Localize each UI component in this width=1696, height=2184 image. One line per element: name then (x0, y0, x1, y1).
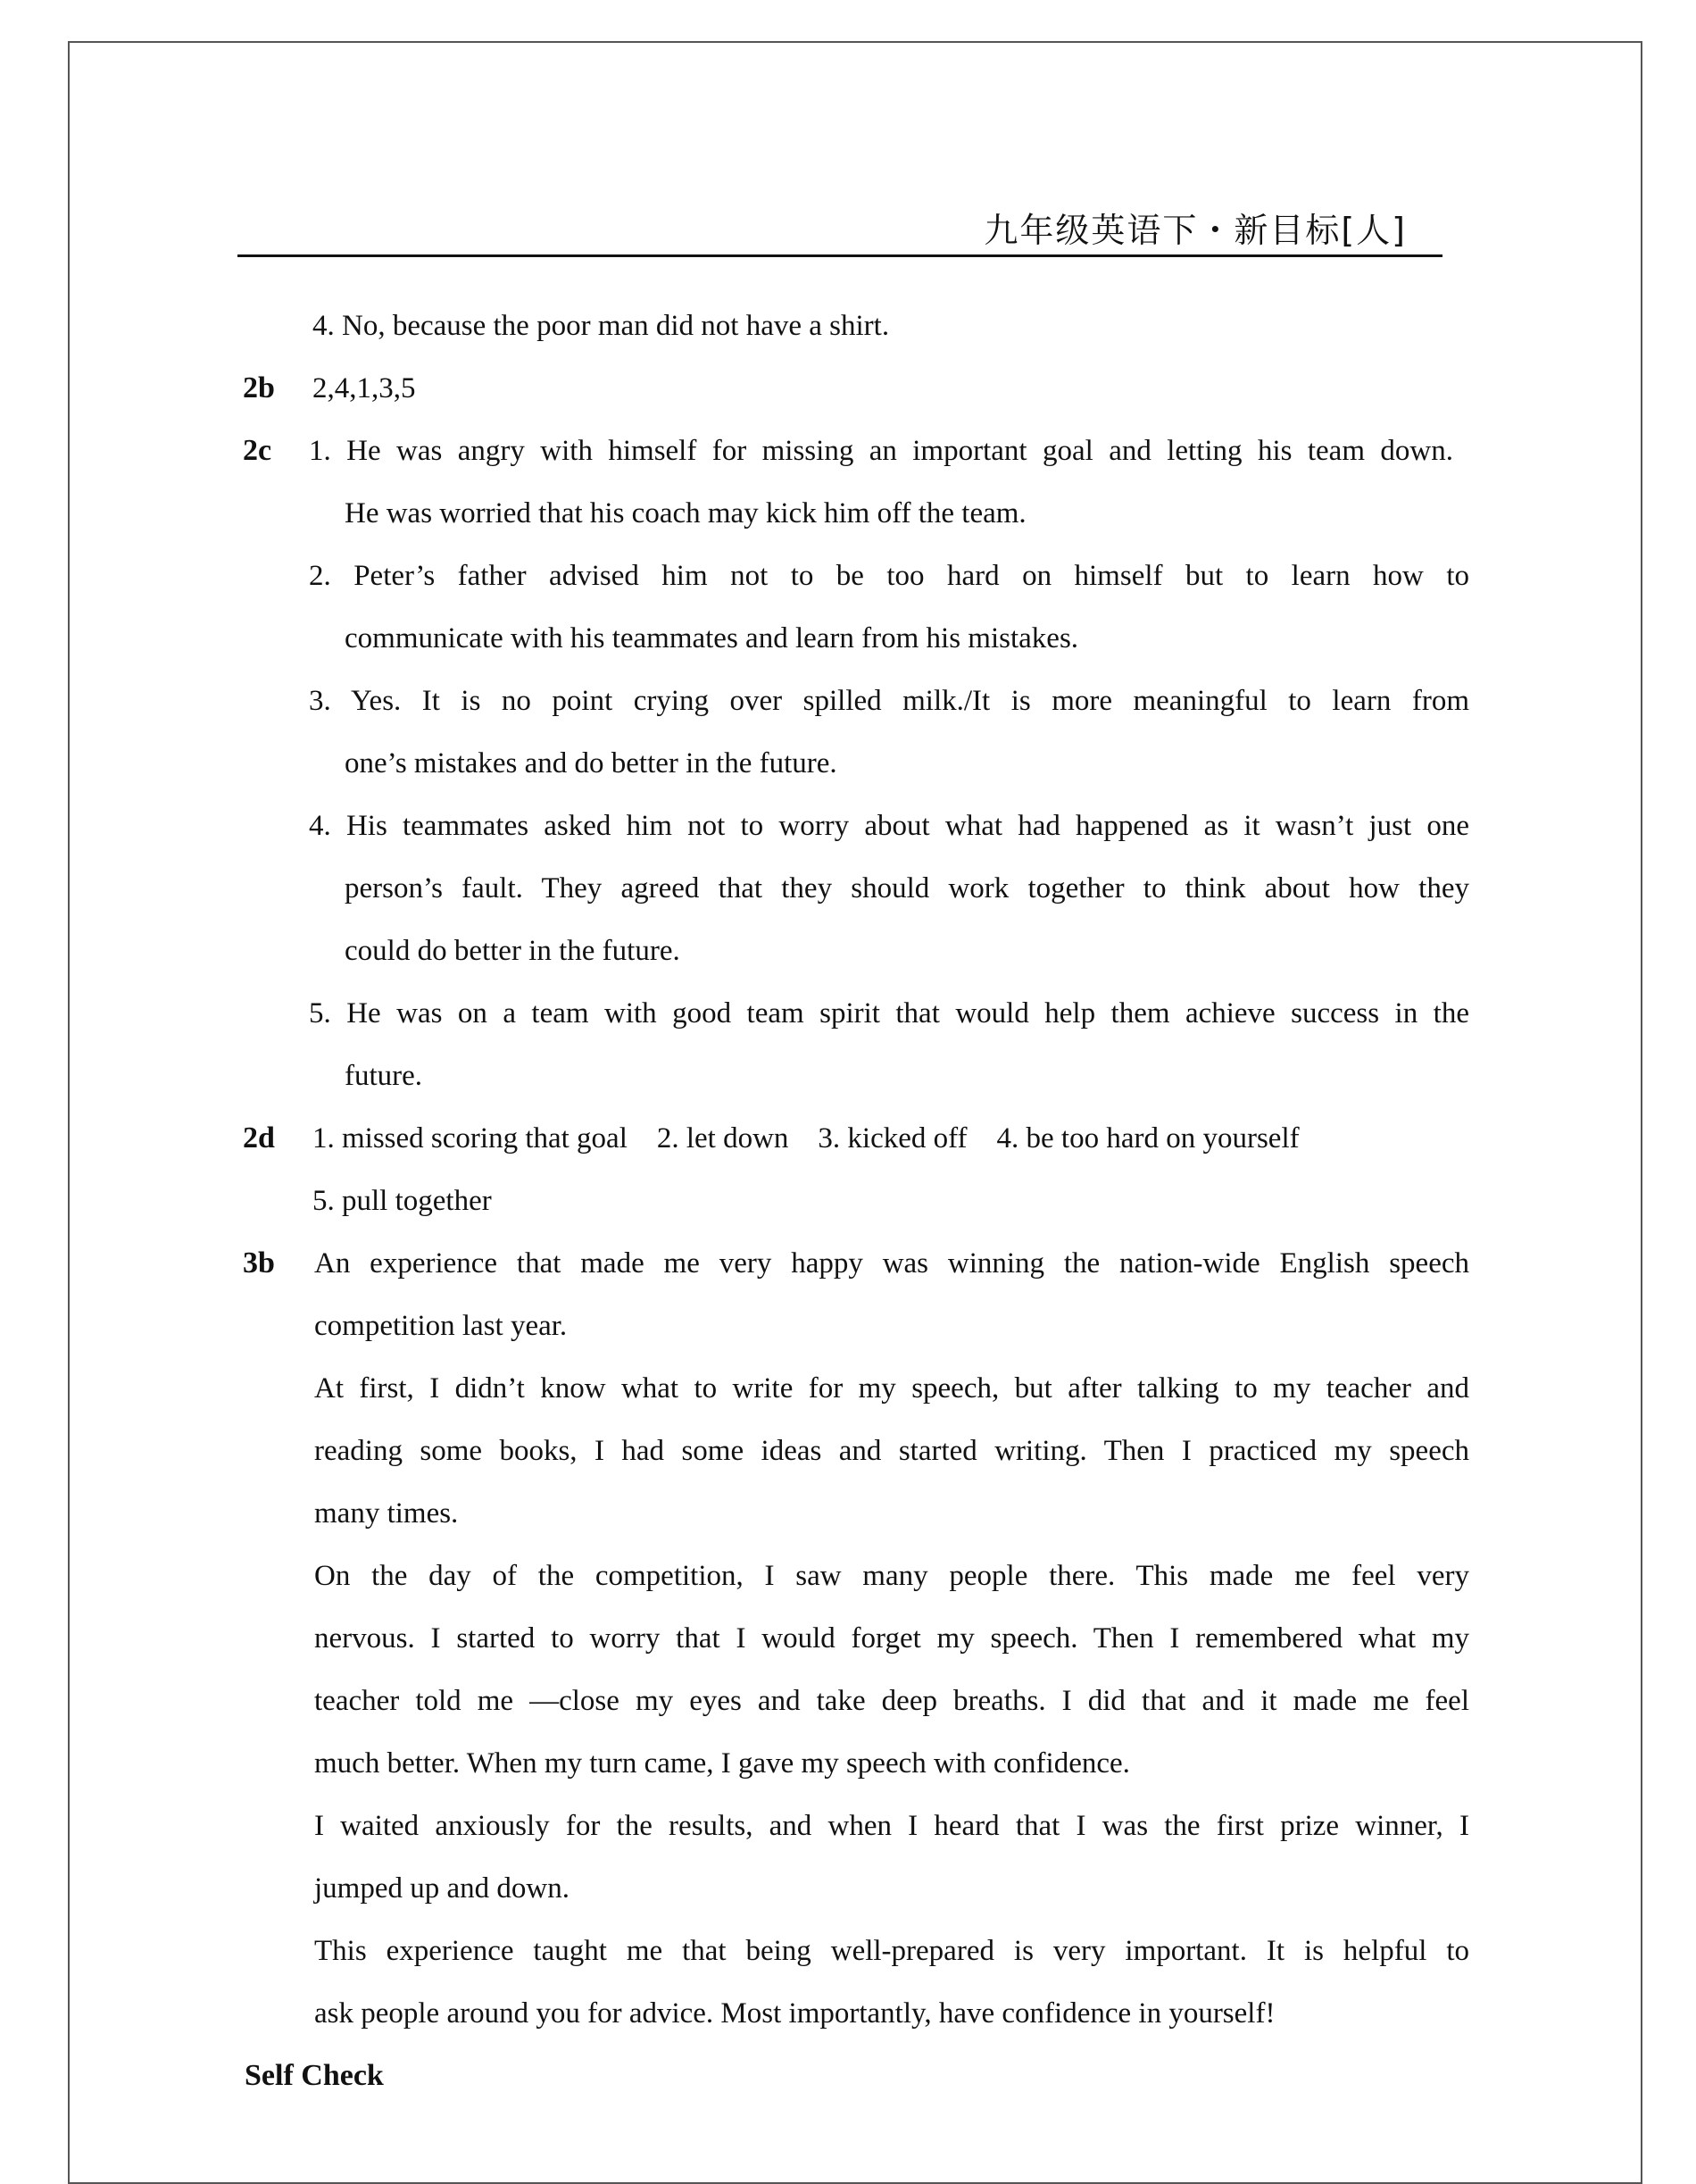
answer-line: 1. He was angry with himself for missing an important goal and letting his team down. (309, 435, 1453, 467)
answer-line: 5. He was on a team with good team spirit that would help them achieve success in the (309, 997, 1469, 1029)
essay-line: nervous. I started to worry that I would forget my speech. Then I remembered what my (314, 1622, 1469, 1655)
essay-line: much better. When my turn came, I gave my speech with confidence. (314, 1747, 1130, 1780)
answer-line: one’s mistakes and do better in the future. (345, 747, 837, 779)
header-title: 九年级英语下・新目标[人] (984, 211, 1407, 250)
essay-line: competition last year. (314, 1310, 568, 1342)
section-label-2b: 2b (243, 371, 275, 404)
essay-line: ask people around you for advice. Most importantly, have confidence in yourself! (314, 1997, 1276, 2030)
answer-line: 2. Peter’s father advised him not to be too hard on himself but to learn how to (309, 560, 1469, 592)
answer-2d-line: 5. pull together (312, 1185, 492, 1217)
answer-2d-line: 1. missed scoring that goal 2. let down 3. kicked off 4. be too hard on yourself (312, 1122, 1300, 1155)
essay-line: reading some books, I had some ideas and started writing. Then I practiced my speech (314, 1435, 1469, 1467)
answer-line: could do better in the future. (345, 935, 680, 967)
answer-line: 4. No, because the poor man did not have a shirt. (312, 310, 890, 342)
answer-line: 4. His teammates asked him not to worry about what had happened as it wasn’t just one (309, 810, 1469, 842)
essay-line: teacher told me —close my eyes and take deep breaths. I did that and it made me feel (314, 1685, 1469, 1717)
answer-line: communicate with his teammates and learn from his mistakes. (345, 622, 1079, 654)
section-label-2d: 2d (243, 1121, 275, 1155)
essay-line: An experience that made me very happy was winning the nation-wide English speech (314, 1247, 1469, 1280)
essay-line: many times. (314, 1497, 459, 1530)
self-check-heading: Self Check (245, 2059, 384, 2092)
answer-line: person’s fault. They agreed that they should work together to think about how they (345, 872, 1469, 904)
page-header (237, 201, 1442, 257)
essay-line: This experience taught me that being well-prepared is very important. It is helpful to (314, 1935, 1469, 1967)
essay-line: On the day of the competition, I saw many people there. This made me feel very (314, 1560, 1469, 1592)
answer-line: 3. Yes. It is no point crying over spilled milk./It is more meaningful to learn from (309, 685, 1469, 717)
essay-line: At first, I didn’t know what to write for my speech, but after talking to my teacher and (314, 1372, 1469, 1405)
answer-line: future. (345, 1060, 423, 1092)
essay-line: I waited anxiously for the results, and when I heard that I was the first prize winner, I (314, 1810, 1469, 1842)
essay-line: jumped up and down. (314, 1872, 569, 1905)
answer-2b: 2,4,1,3,5 (312, 372, 416, 404)
section-label-2c: 2c (243, 434, 272, 467)
section-label-3b: 3b (243, 1246, 275, 1280)
answer-line: He was worried that his coach may kick him off the team. (345, 497, 1027, 529)
